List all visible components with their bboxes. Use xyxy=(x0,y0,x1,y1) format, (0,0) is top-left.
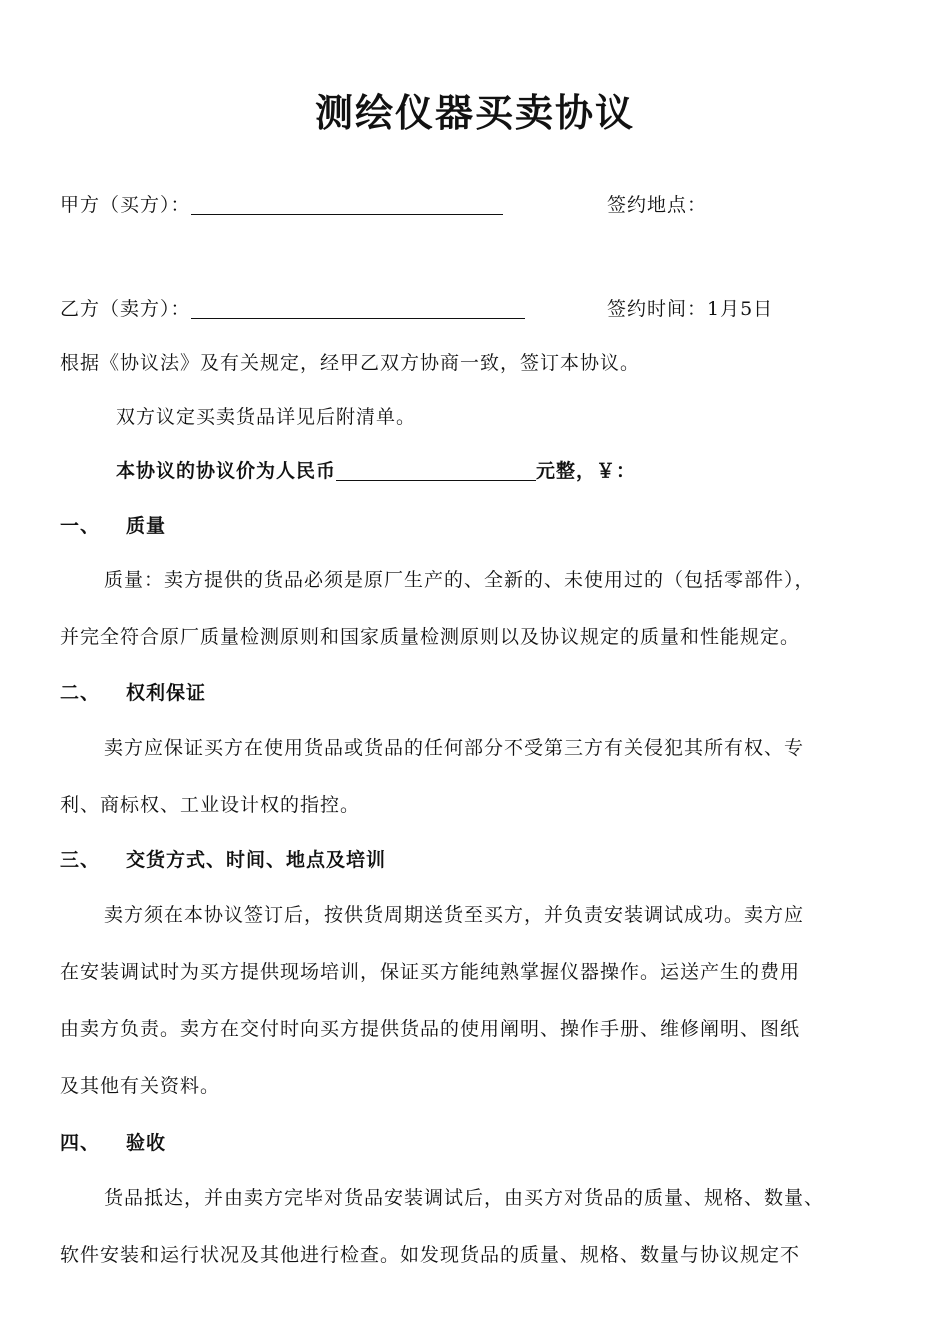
section-title: 质量 xyxy=(126,515,167,537)
section-title: 验收 xyxy=(126,1132,167,1154)
price-blank xyxy=(336,460,536,481)
section-number: 一、 xyxy=(60,515,101,537)
section-heading xyxy=(60,845,386,872)
sign-place-label: 签约地点： xyxy=(607,194,708,216)
sign-time-label: 签约时间：1月5日 xyxy=(607,298,774,320)
paragraph-line: 卖方须在本协议签订后，按供货周期送货至买方，并负责安装调试成功。卖方应 xyxy=(104,904,805,926)
party-b-blank xyxy=(191,298,525,319)
paragraph-line: 软件安装和运行状况及其他进行检查。如发现货品的质量、规格、数量与协议规定不 xyxy=(60,1244,801,1266)
paragraph-line: 在安装调试时为买方提供现场培训，保证买方能纯熟掌握仪器操作。运送产生的费用 xyxy=(60,961,801,983)
intro-text: 根据《协议法》及有关规定，经甲乙双方协商一致，签订本协议。 xyxy=(60,352,641,374)
document-title: 测绘仪器买卖协议 xyxy=(314,91,635,135)
section-title: 权利保证 xyxy=(126,682,207,704)
paragraph-line: 卖方应保证买方在使用货品或货品的任何部分不受第三方有关侵犯其所有权、专 xyxy=(104,737,805,759)
paragraph-line: 由卖方负责。卖方在交付时向买方提供货品的使用阐明、操作手册、维修阐明、图纸 xyxy=(60,1018,801,1040)
paragraph-line: 质量：卖方提供的货品必须是原厂生产的、全新的、未使用过的（包括零部件）， xyxy=(104,569,815,591)
price-suffix: 元整，￥： xyxy=(536,460,637,482)
section-number: 四、 xyxy=(60,1132,101,1154)
party-a-blank xyxy=(191,194,503,215)
paragraph-line: 并完全符合原厂质量检测原则和国家质量检测原则以及协议规定的质量和性能规定。 xyxy=(60,626,801,648)
price-row xyxy=(116,456,636,483)
party-b-label: 乙方（卖方）： xyxy=(60,298,191,320)
party-a-label: 甲方（买方）： xyxy=(60,194,191,216)
section-heading xyxy=(60,511,166,538)
section-title: 交货方式、时间、地点及培训 xyxy=(126,849,387,871)
goods-note: 双方议定买卖货品详见后附清单。 xyxy=(116,406,417,428)
party-b-row xyxy=(60,294,525,321)
section-heading xyxy=(60,678,206,705)
section-number: 三、 xyxy=(60,849,101,871)
section-heading xyxy=(60,1128,166,1155)
party-a-row xyxy=(60,190,503,217)
section-number: 二、 xyxy=(60,682,101,704)
paragraph-line: 利、商标权、工业设计权的指控。 xyxy=(60,794,361,816)
price-prefix: 本协议的协议价为人民币 xyxy=(116,460,337,482)
paragraph-line: 货品抵达，并由卖方完毕对货品安装调试后，由买方对货品的质量、规格、数量、 xyxy=(104,1187,825,1209)
paragraph-line: 及其他有关资料。 xyxy=(60,1075,221,1097)
